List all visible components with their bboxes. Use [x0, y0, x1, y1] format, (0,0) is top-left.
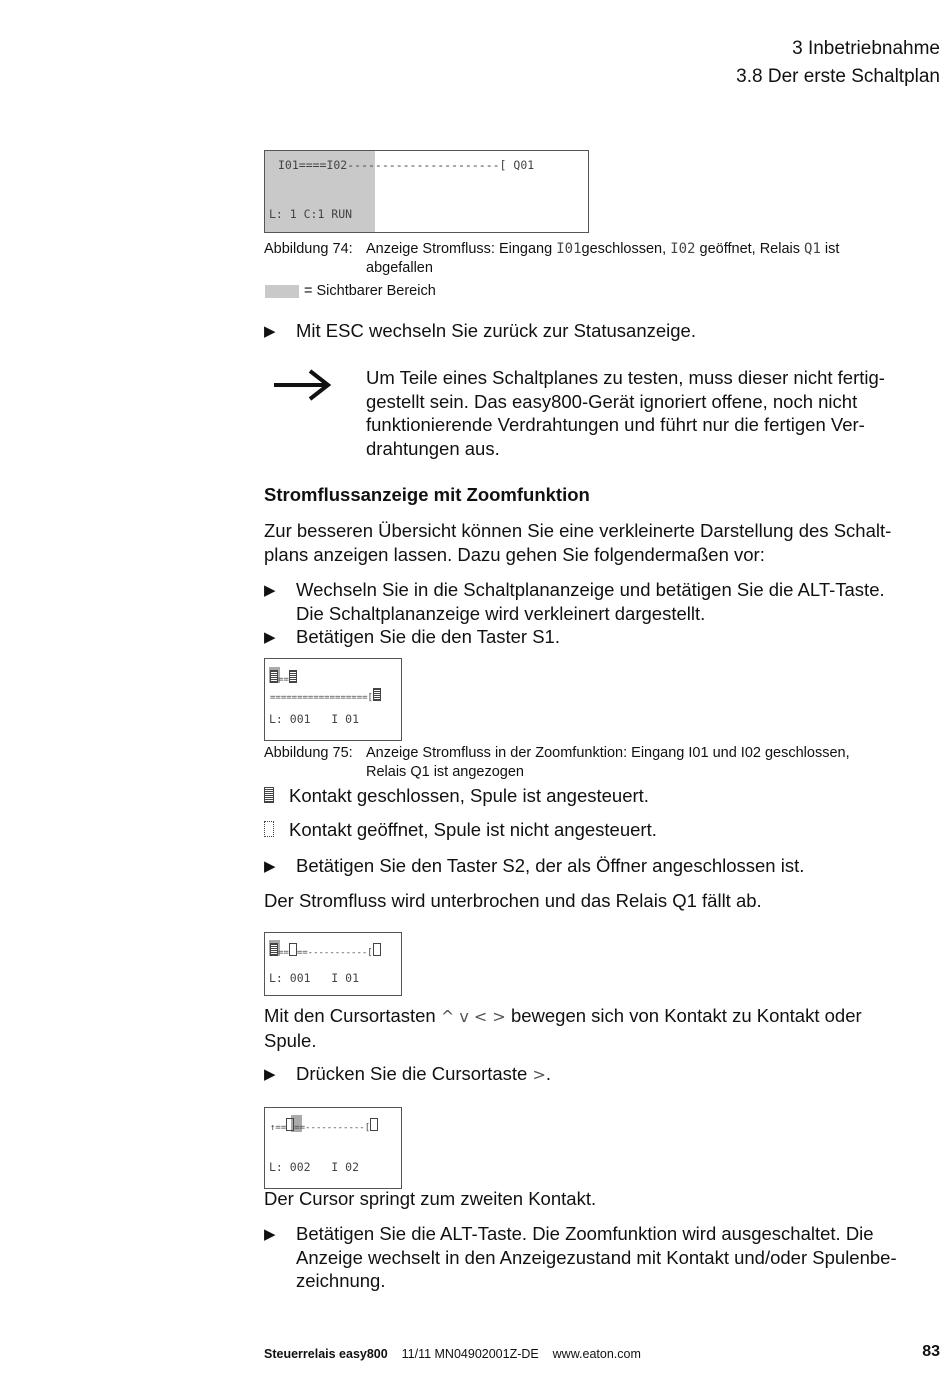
open-contact-icon — [264, 821, 274, 841]
chapter-title: 3 Inbetriebnahme — [792, 38, 940, 59]
cursor-jump: Der Cursor springt zum zweiten Kontakt. — [264, 1188, 597, 1209]
figure-74-label: Abbildung 74: — [264, 241, 353, 257]
step-line: zeichnung. — [296, 1270, 386, 1291]
lcd-line-2: L: 002 I 02 — [269, 1160, 360, 1174]
note-line: Um Teile eines Schaltplanes zu testen, muss dieser nicht fertig- — [366, 367, 885, 388]
step-text: Drücken Sie die Cursortaste — [296, 1063, 533, 1084]
lcd-display-fig75 — [264, 658, 402, 741]
lcd-contact-row: ↑== ==-----------[ — [270, 1117, 378, 1135]
footer-product: Steuerrelais easy800 — [264, 1347, 388, 1361]
intro-line: plans anzeigen lassen. Dazu gehen Sie folgendermaßen vor: — [264, 543, 765, 565]
intro-line: Zur besseren Übersicht können Sie eine verkleinerte Darstellung des Schalt- — [264, 520, 892, 541]
legend-open: Kontakt geöffnet, Spule ist nicht angesteuert. — [289, 819, 657, 840]
bullet-arrow-icon: ▶ — [264, 858, 276, 875]
footer-doc: 11/11 MN04902001Z-DE — [401, 1347, 539, 1361]
lcd-line-2: L: 1 C:1 RUN — [269, 207, 353, 221]
cursor-text — [264, 1004, 944, 1052]
lcd-display-4 — [264, 1107, 402, 1189]
lcd-contact-row: == ==-----------[ — [270, 942, 381, 960]
step-cursor — [296, 1062, 551, 1087]
visible-area-legend: = Sichtbarer Bereich — [304, 283, 436, 299]
visible-area-swatch — [265, 285, 299, 298]
caption-text: Anzeige Stromfluss: Eingang — [366, 241, 557, 257]
section-title: 3.8 Der erste Schaltplan — [736, 66, 940, 87]
footer — [264, 1347, 641, 1361]
note-line: gestellt sein. Das easy800-Gerät ignoriert offene, noch nicht — [366, 390, 858, 412]
caption-line: Anzeige Stromfluss in der Zoomfunktion: Eingang I01 und I02 geschlossen, — [366, 745, 850, 761]
step-esc: Mit ESC wechseln Sie zurück zur Statusanzeige. — [296, 320, 696, 341]
caption-code-q1: Q1 — [804, 241, 821, 257]
bullet-arrow-icon: ▶ — [264, 629, 276, 646]
zoom-intro — [264, 519, 944, 566]
bullet-arrow-icon: ▶ — [264, 1066, 276, 1083]
lcd-display-3 — [264, 932, 402, 996]
cursor-keys-icon: ^ v < > — [440, 1007, 506, 1026]
step-line: Wechseln Sie in die Schaltplananzeige und betätigen Sie die ALT-Taste. — [296, 579, 885, 600]
lcd-line-2: L: 001 I 01 — [269, 712, 360, 726]
cursor-text-part: Mit den Cursortasten — [264, 1005, 441, 1026]
section-heading: Stromflussanzeige mit Zoomfunktion — [264, 484, 590, 505]
caption-code-i01: I01 — [556, 241, 582, 257]
step-line: Anzeige wechselt in den Anzeigezustand mit Kontakt und/oder Spulenbe- — [296, 1246, 897, 1268]
footer-url: www.eaton.com — [552, 1347, 641, 1361]
figure-74-caption — [366, 240, 926, 278]
note-text — [366, 366, 946, 460]
figure-75-caption — [366, 744, 946, 782]
caption-code-i02: I02 — [670, 241, 696, 257]
cursor-text-part: bewegen sich von Kontakt zu Kontakt oder — [505, 1005, 862, 1026]
bullet-arrow-icon: ▶ — [264, 1226, 276, 1243]
interrupt-text: Der Stromfluss wird unterbrochen und das Relais Q1 fällt ab. — [264, 890, 762, 911]
lcd-display-fig74 — [264, 150, 589, 233]
lcd-line-1: I01====I02----------------------[ Q01 — [278, 158, 535, 172]
legend-closed: Kontakt geschlossen, Spule ist angesteuert. — [289, 785, 649, 806]
bullet-arrow-icon: ▶ — [264, 323, 276, 340]
caption-line: Relais Q1 ist angezogen — [366, 764, 524, 780]
cursor-right-icon: > — [532, 1065, 546, 1084]
bullet-arrow-icon: ▶ — [264, 582, 276, 599]
step-final — [296, 1222, 946, 1293]
caption-text: abgefallen — [366, 260, 433, 276]
lcd-line-2: L: 001 I 01 — [269, 971, 360, 985]
step-text: . — [545, 1063, 552, 1084]
caption-text: geschlossen, — [581, 241, 671, 257]
caption-text: geöffnet, Relais — [695, 241, 805, 257]
note-line: drahtungen aus. — [366, 437, 500, 459]
note-line: funktionierende Verdrahtungen und führt nur die fertigen Ver- — [366, 414, 865, 435]
step-s1: Betätigen Sie die den Taster S1. — [296, 626, 560, 647]
step-s2: Betätigen Sie den Taster S2, der als Öffner angeschlossen ist. — [296, 855, 805, 876]
figure-75-label: Abbildung 75: — [264, 745, 353, 761]
step-alt — [296, 578, 946, 625]
step-line: Betätigen Sie die ALT-Taste. Die Zoomfunktion wird ausgeschaltet. Die — [296, 1223, 874, 1244]
closed-contact-icon — [264, 787, 274, 807]
note-arrow-icon — [272, 365, 332, 410]
lcd-contact-row: ====================[ — [270, 669, 401, 705]
caption-text: ist — [820, 241, 840, 257]
step-line: Die Schaltplananzeige wird verkleinert dargestellt. — [296, 602, 706, 624]
cursor-text-line: Spule. — [264, 1029, 317, 1051]
page-number: 83 — [922, 1343, 940, 1360]
